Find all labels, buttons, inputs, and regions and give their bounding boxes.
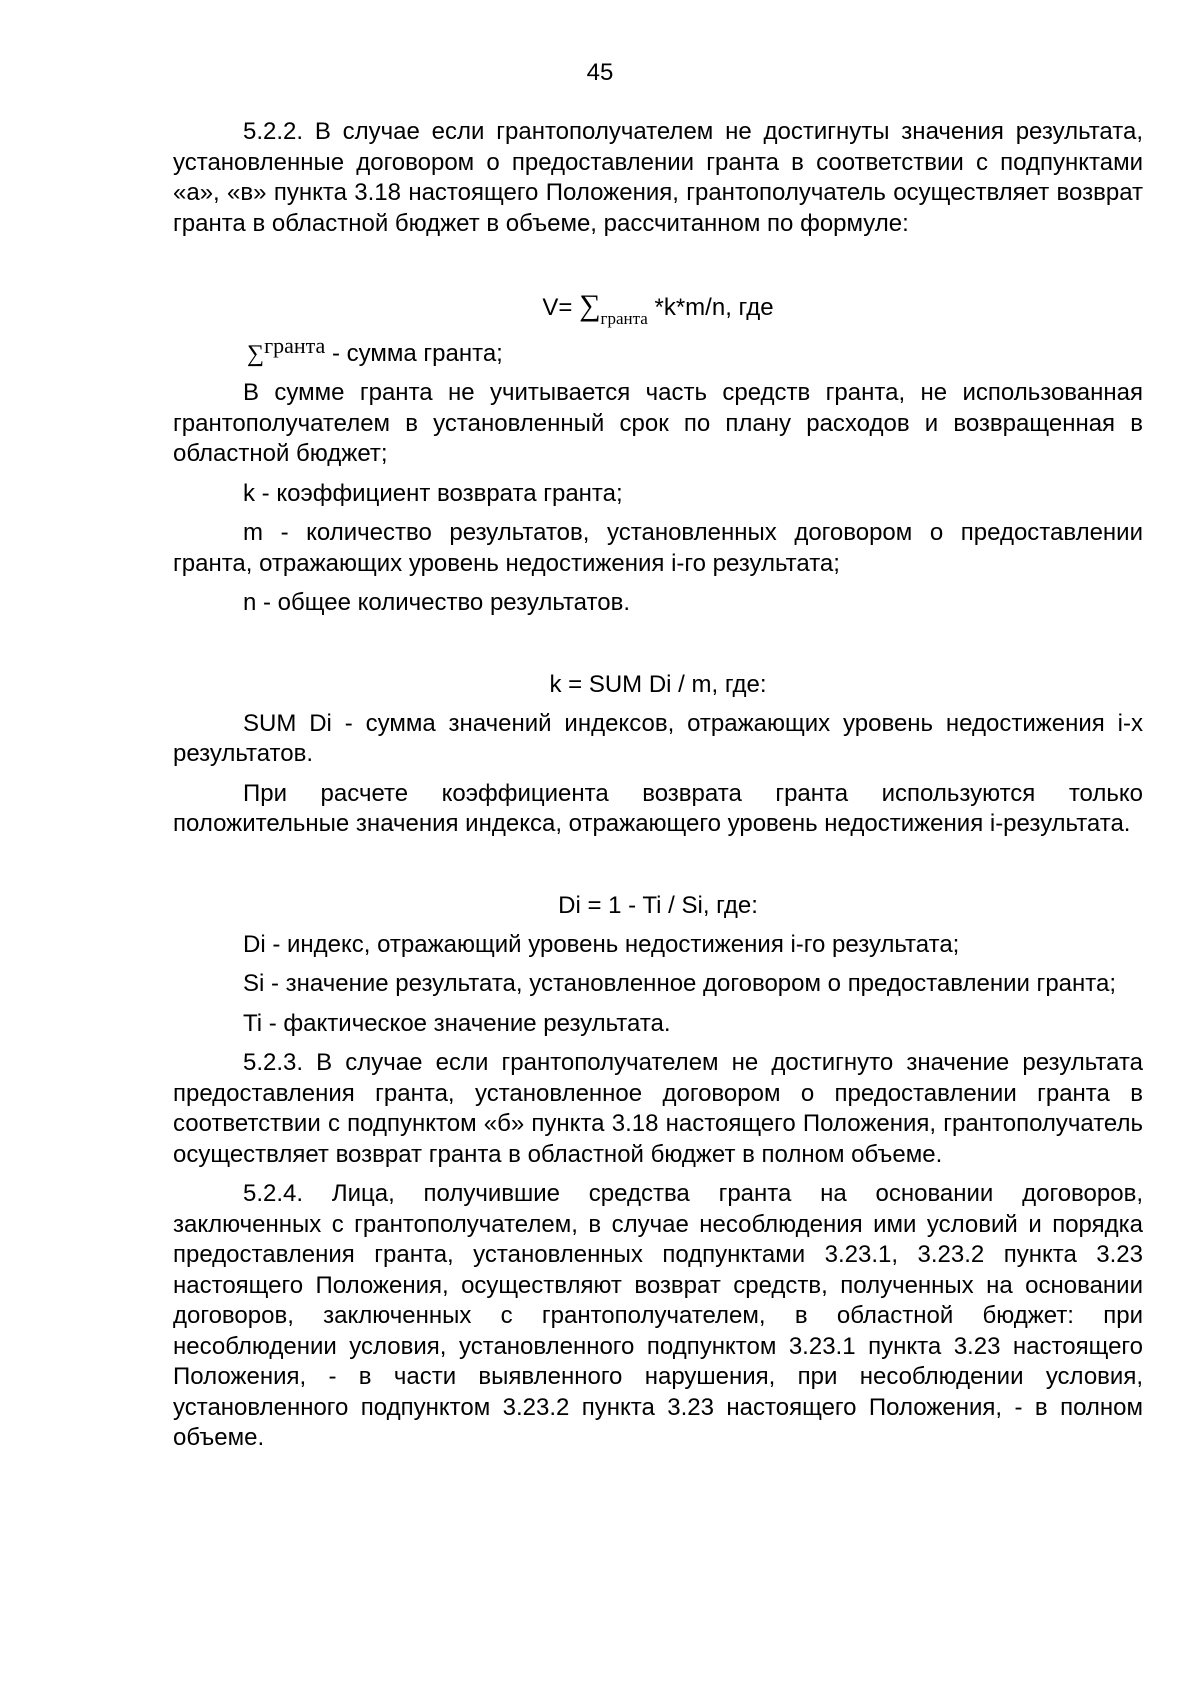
formula-volume <box>173 289 1143 328</box>
formula-volume-lhs: V= <box>542 294 573 321</box>
formula-k: k = SUM Di / m, где: <box>549 670 767 698</box>
formula-volume-rhs: *k*m/n, где <box>654 294 774 321</box>
paragraph-5-2-2: 5.2.2. В случае если грантополучателем не достигнуты значения результата, установленные договором о предоставлении гранта в соответствии с подпунктами «а», «в» пункта 3.18 настоящего Положения, грантополучатель осуществляет возврат гранта в областной бюджет в объеме, рассчитанном по формуле: <box>173 118 1143 237</box>
document-body <box>173 117 1143 1454</box>
sum-definition-text: - сумма гранта; <box>325 340 503 367</box>
sum-definition-label: гранта <box>264 333 326 358</box>
paragraph-di-definition: Di - индекс, отражающий уровень недостижения i-го результата; <box>243 930 960 958</box>
paragraph-m-definition: m - количество результатов, установленных договором о предоставлении гранта, отражающих уровень недостижения i-го результата; <box>173 519 1143 577</box>
paragraph-coefficient-note: При расчете коэффициента возврата гранта используются только положительные значения индекса, отражающего уровень недостижения i-результата. <box>173 779 1143 837</box>
sigma-symbol: ∑ <box>579 289 601 322</box>
paragraph-si-definition: Si - значение результата, установленное договором о предоставлении гранта; <box>243 970 1116 997</box>
paragraph-grant-sum-note: В сумме гранта не учитывается часть средств гранта, не использованная грантополучателем в установленный срок по плану расходов и возвращенная в областной бюджет; <box>173 379 1143 467</box>
sigma-symbol: ∑ <box>247 341 265 367</box>
paragraph-5-2-3: 5.2.3. В случае если грантополучателем не достигнуто значение результата предоставления гранта, установленное договором о предоставлении гранта в соответствии с подпунктом «б» пункта 3.18 настоящего Положения, грантополучатель осуществляет возврат гранта в областной бюджет в полном объеме. <box>173 1049 1143 1168</box>
paragraph-ti-definition: Ti - фактическое значение результата. <box>243 1009 671 1037</box>
formula-volume-subscript: гранта <box>600 309 648 328</box>
paragraph-n-definition: n - общее количество результатов. <box>243 589 630 616</box>
sum-definition <box>173 333 1143 369</box>
page-number: 45 <box>586 59 614 86</box>
formula-di: Di = 1 - Ti / Si, где: <box>558 891 758 919</box>
paragraph-sum-di-definition: SUM Di - сумма значений индексов, отражающих уровень недостижения i-х результатов. <box>173 709 1143 767</box>
paragraph-k-definition: k - коэффициент возврата гранта; <box>243 479 623 507</box>
paragraph-5-2-4: 5.2.4. Лица, получившие средства гранта на основании договоров, заключенных с грантополучателем, в случае несоблюдения ими условий и порядка предоставления гранта, установленных подпунктами 3.23.1, 3.23.2 пункта 3.23 настоящего Положения, осуществляют возврат средств, полученных на основании договоров, заключенных с грантополучателем, в областной бюджет: при несоблюдении условия, установленного подпунктом 3.23.1 пункта 3.23 настоящего Положения, - в части выявленного нарушения, при несоблюдении условия, установленного подпунктом 3.23.2 пункта 3.23 настоящего Положения, - в полном объеме. <box>173 1180 1143 1451</box>
